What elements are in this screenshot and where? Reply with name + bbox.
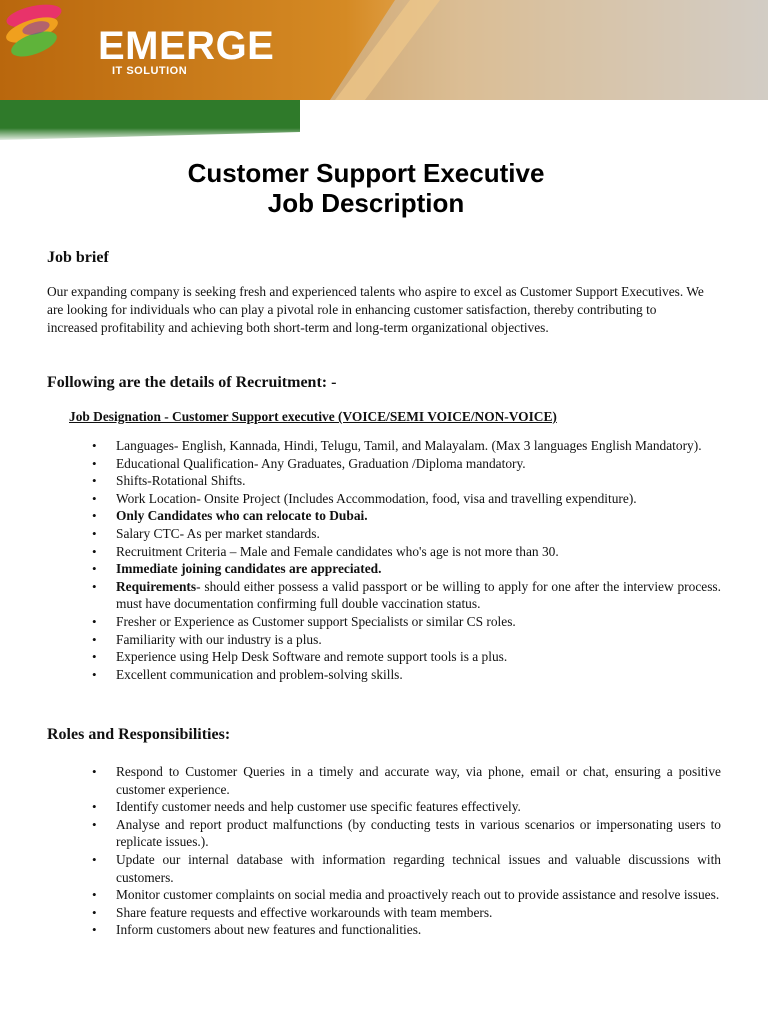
list-item: • Educational Qualification- Any Graduates, Graduation /Diploma mandatory. xyxy=(0,455,768,473)
list-item: • Monitor customer complaints on social media and proactively reach out to provide assistance and resolve issues. xyxy=(0,886,768,904)
job-brief-heading: Job brief xyxy=(47,249,109,266)
brand-tagline: IT SOLUTION xyxy=(112,65,188,77)
list-item: • Share feature requests and effective workarounds with team members. xyxy=(0,904,768,922)
document-title: Customer Support Executive xyxy=(187,158,545,188)
job-designation: Job Designation - Customer Support executive (VOICE/SEMI VOICE/NON-VOICE) xyxy=(69,409,557,424)
brand-name: EMERGE xyxy=(98,24,275,68)
list-item: • Shifts-Rotational Shifts. xyxy=(0,472,768,490)
document-subtitle: Job Description xyxy=(267,188,465,218)
list-item: • Identify customer needs and help customer use specific features effectively. xyxy=(0,798,768,816)
header-banner xyxy=(0,0,768,142)
list-item: • Analyse and report product malfunctions (by conducting tests in various scenarios or impersonating users to replicate issues.). xyxy=(0,816,768,851)
list-item: • Immediate joining candidates are appreciated. xyxy=(0,560,768,578)
list-item: • Respond to Customer Queries in a timely and accurate way, via phone, email or chat, ensuring a positive customer experience. xyxy=(0,763,768,798)
roles-heading: Roles and Responsibilities: xyxy=(47,726,231,743)
roles-list xyxy=(0,763,768,939)
list-item: • Familiarity with our industry is a plus. xyxy=(0,631,768,649)
list-item: • Salary CTC- As per market standards. xyxy=(0,525,768,543)
recruitment-heading: Following are the details of Recruitment: - xyxy=(47,374,337,391)
list-item: • Requirements- should either possess a valid passport or be willing to apply for one after the interview process. must have documentation confirming full double vaccination status. xyxy=(0,578,768,613)
list-item: • Languages- English, Kannada, Hindi, Telugu, Tamil, and Malayalam. (Max 3 languages English Mandatory). xyxy=(0,437,768,455)
job-brief-text: Our expanding company is seeking fresh and experienced talents who aspire to excel as Customer Support Executives. We are looking for individuals who can play a pivotal role in enhancing customer satisfaction, thereby contributing to increased profitability and achieving both short-term and long-term organizational objectives. xyxy=(47,284,704,335)
company-logo xyxy=(0,0,72,58)
list-item: • Work Location- Onsite Project (Includes Accommodation, food, visa and travelling expenditure). xyxy=(0,490,768,508)
list-item: • Recruitment Criteria – Male and Female candidates who's age is not more than 30. xyxy=(0,543,768,561)
list-item: • Inform customers about new features and functionalities. xyxy=(0,921,768,939)
list-item: • Excellent communication and problem-solving skills. xyxy=(0,666,768,684)
list-item: • Experience using Help Desk Software and remote support tools is a plus. xyxy=(0,648,768,666)
recruitment-list xyxy=(0,437,768,683)
list-item: • Update our internal database with information regarding technical issues and valuable discussions with customers. xyxy=(0,851,768,886)
list-item: • Only Candidates who can relocate to Dubai. xyxy=(0,507,768,525)
list-item: • Fresher or Experience as Customer support Specialists or similar CS roles. xyxy=(0,613,768,631)
